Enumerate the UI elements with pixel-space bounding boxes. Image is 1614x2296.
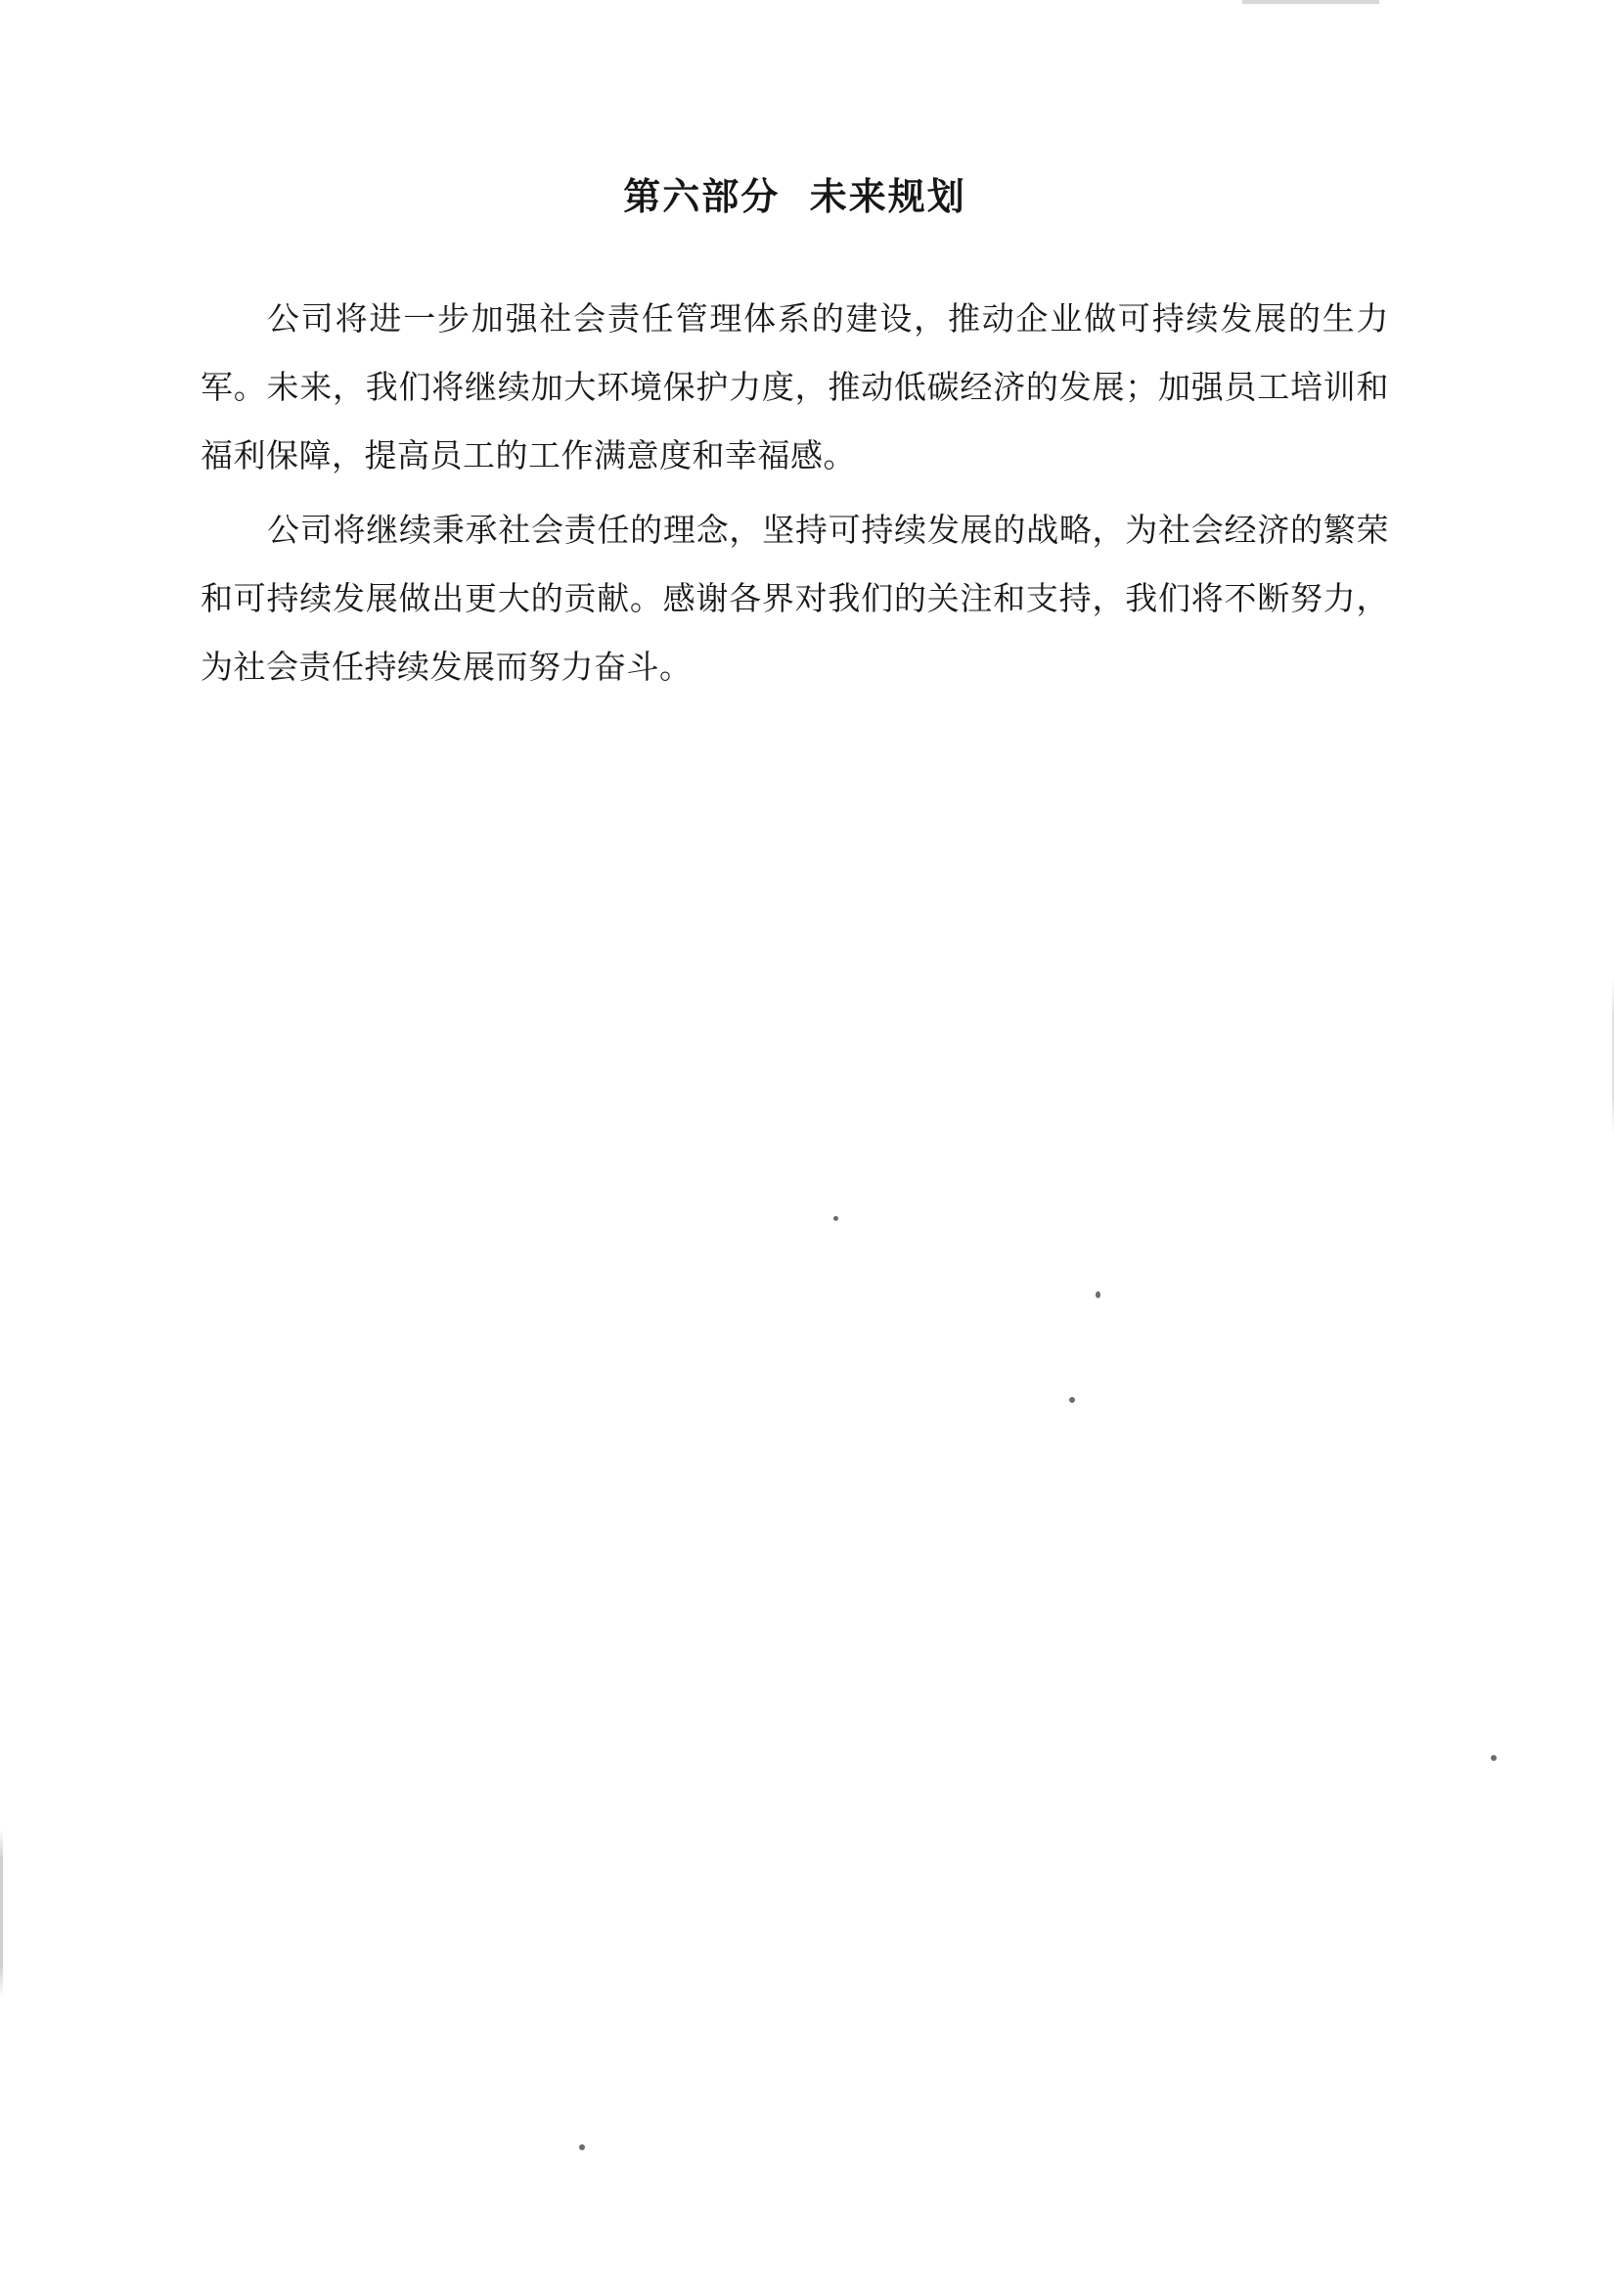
scan-speck [1491,1755,1497,1761]
scan-speck [1069,1397,1075,1403]
scan-speck [1096,1291,1100,1298]
scan-artifact-left-edge [0,0,3,2296]
scan-artifact-top-edge [1242,0,1379,4]
body-paragraph: 公司将继续秉承社会责任的理念，坚持可持续发展的战略，为社会经济的繁荣和可持续发展做出更大的贡献。感谢各界对我们的关注和支持，我们将不断努力，为社会责任持续发展而努力奋斗。 [201,511,1389,686]
document-body [201,166,1389,701]
page-title: 第六部分 未来规划 [623,175,966,218]
scan-speck [833,1216,838,1221]
body-paragraph: 公司将进一步加强社会责任管理体系的建设，推动企业做可持续发展的生力军。未来，我们将继续加大环境保护力度，推动低碳经济的发展；加强员工培训和福利保障，提高员工的工作满意度和幸福感。 [201,299,1389,474]
scan-speck [579,2144,585,2150]
